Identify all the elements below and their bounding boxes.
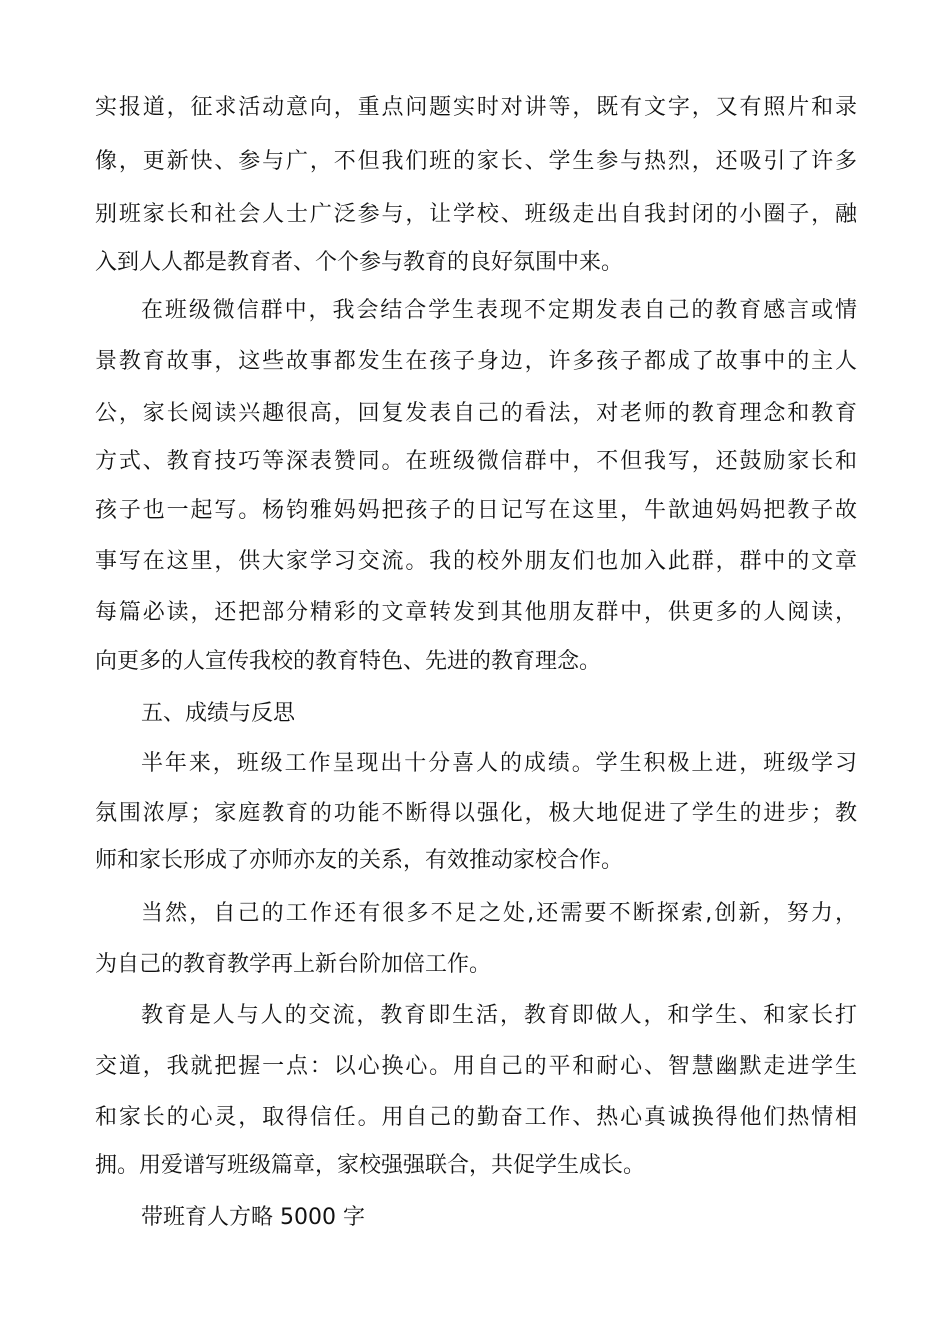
paragraph-1-line-2: 像，更新快、参与广，不但我们班的家长、学生参与热烈，还吸引了许多 <box>95 149 857 174</box>
paragraph-2-line-2: 景教育故事，这些故事都发生在孩子身边，许多孩子都成了故事中的主人 <box>95 349 857 374</box>
paragraph-2-line-3: 公，家长阅读兴趣很高，回复发表自己的看法，对老师的教育理念和教育 <box>95 401 857 426</box>
paragraph-2-line-6: 事写在这里，供大家学习交流。我的校外朋友们也加入此群，群中的文章 <box>95 549 857 574</box>
paragraph-2-line-8: 向更多的人宣传我校的教育特色、先进的教育理念。 <box>95 649 602 674</box>
paragraph-2-line-4: 方式、教育技巧等深表赞同。在班级微信群中，不但我写，还鼓励家长和 <box>95 449 857 474</box>
section-heading: 五、成绩与反思 <box>141 701 296 726</box>
paragraph-1-line-1: 实报道，征求活动意向，重点问题实时对讲等，既有文字，又有照片和录 <box>95 95 857 120</box>
paragraph-4-line-1: 当然，自己的工作还有很多不足之处,还需要不断探索,创新，努力， <box>141 901 857 926</box>
paragraph-3-line-2: 氛围浓厚；家庭教育的功能不断得以强化，极大地促进了学生的进步；教 <box>95 801 857 826</box>
paragraph-5-line-3: 和家长的心灵，取得信任。用自己的勤奋工作、热心真诚换得他们热情相 <box>95 1105 857 1130</box>
paragraph-4-line-2: 为自己的教育教学再上新台阶加倍工作。 <box>95 952 492 977</box>
paragraph-3-line-1: 半年来，班级工作呈现出十分喜人的成绩。学生积极上进，班级学习 <box>141 751 857 776</box>
paragraph-5-line-2: 交道，我就把握一点：以心换心。用自己的平和耐心、智慧幽默走进学生 <box>95 1054 857 1079</box>
paragraph-3-line-3: 师和家长形成了亦师亦友的关系，有效推动家校合作。 <box>95 848 624 873</box>
paragraph-1-line-4: 入到人人都是教育者、个个参与教育的良好氛围中来。 <box>95 250 624 275</box>
paragraph-2-line-7: 每篇必读，还把部分精彩的文章转发到其他朋友群中，供更多的人阅读， <box>95 600 857 625</box>
paragraph-5-line-4: 拥。用爱谱写班级篇章，家校强强联合，共促学生成长。 <box>95 1153 646 1178</box>
paragraph-5-line-1: 教育是人与人的交流，教育即生活，教育即做人，和学生、和家长打 <box>141 1003 857 1028</box>
paragraph-2-line-5: 孩子也一起写。杨钧雅妈妈把孩子的日记写在这里，牛歆迪妈妈把教子故 <box>95 498 857 523</box>
paragraph-2-line-1: 在班级微信群中，我会结合学生表现不定期发表自己的教育感言或情 <box>141 298 857 323</box>
paragraph-1-line-3: 别班家长和社会人士广泛参与，让学校、班级走出自我封闭的小圈子，融 <box>95 202 857 227</box>
next-document-title: 带班育人方略 5000 字 <box>141 1205 365 1230</box>
